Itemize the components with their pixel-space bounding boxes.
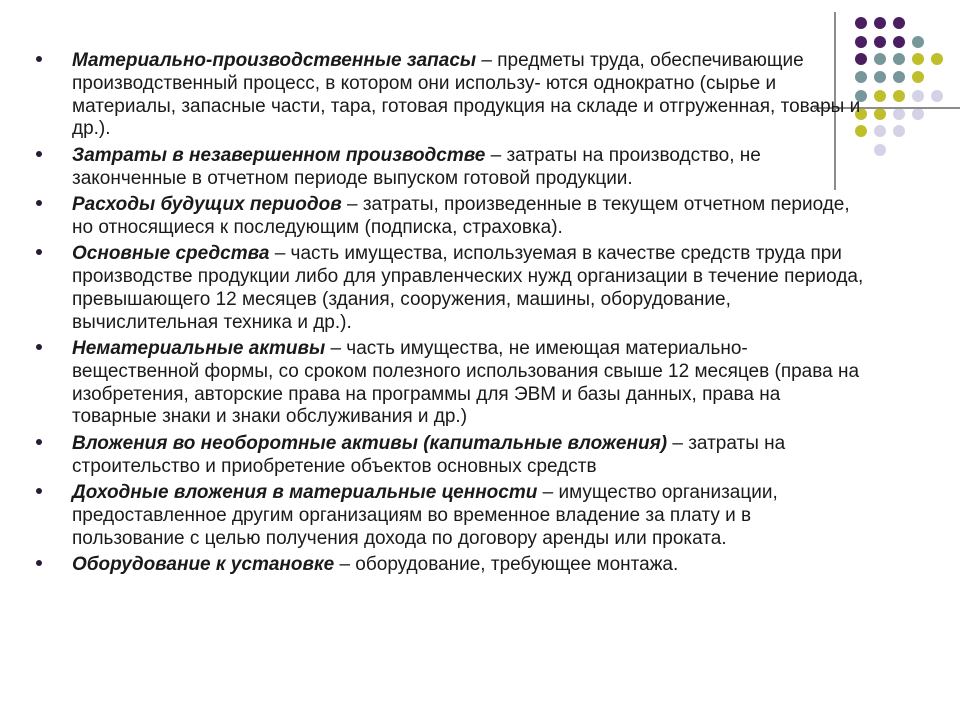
definition: – затраты, произведенные в текущем отчетном периоде, но относящиеся к последующим (подписка, страховка).: [72, 193, 850, 238]
term: Вложения во необоротные активы (капитальные вложения): [72, 432, 668, 454]
term: Нематериальные активы: [72, 337, 326, 359]
term: Оборудование к установке: [72, 553, 335, 575]
list-item-intangible-assets: [34, 338, 864, 429]
list-item-deferred-expenses: [34, 194, 864, 240]
definition: – имущество организации, предоставленное другим организациям во временное владение за плату и в пользование с целью получения дохода по договору аренды или проката.: [72, 481, 778, 549]
definition: – затраты на производство, не законченные в отчетном периоде выпуском готовой продукции.: [72, 144, 761, 189]
list-item-capital-investments: [34, 433, 864, 479]
term: Расходы будущих периодов: [72, 193, 342, 215]
definition: – часть имущества, используемая в качестве средств труда при производстве продукции либо для управленческих нужд организации в течение периода, превышающего 12 месяцев (здания, сооружения, машины, оборудование, вычислительная техника и др.).: [72, 243, 864, 333]
definition: – затраты на строительство и приобретение объектов основных средств: [72, 432, 786, 477]
list-item-fixed-assets: [34, 243, 864, 334]
dot-pattern: [855, 17, 943, 156]
bullet-icon: [36, 56, 42, 62]
list-item-equipment-for-installation: [34, 554, 864, 577]
bullet-icon: [36, 249, 42, 255]
definition: – часть имущества, не имеющая материально-вещественной формы, со сроком полезного использования свыше 12 месяцев (права на изобретения, авторские права на программы для ЭВМ и базы данных, права на товарные знаки и знаки обслуживания и др.): [72, 337, 860, 428]
bullet-icon: [36, 560, 42, 566]
list-item-inventories: [34, 50, 864, 141]
bullet-icon: [36, 344, 42, 350]
bullet-list: [34, 50, 864, 580]
term: Доходные вложения в материальные ценности: [72, 481, 538, 503]
list-item-income-investments: [34, 482, 864, 550]
definition: – предметы труда, обеспечивающие производственный процесс, в котором они использу- ются однократно (сырье и материалы, запасные части, тара, готовая продукция на складе и отгруженная, товары и др.).: [72, 50, 861, 140]
bullet-icon: [36, 488, 42, 494]
list-item-work-in-progress: [34, 145, 864, 191]
bullet-icon: [36, 151, 42, 157]
term: Основные средства: [72, 243, 270, 265]
term: Материально-производственные запасы: [72, 50, 477, 71]
term: Затраты в незавершенном производстве: [72, 144, 486, 166]
bullet-icon: [36, 439, 42, 445]
definition: – оборудование, требующее монтажа.: [334, 553, 679, 575]
bullet-icon: [36, 200, 42, 206]
